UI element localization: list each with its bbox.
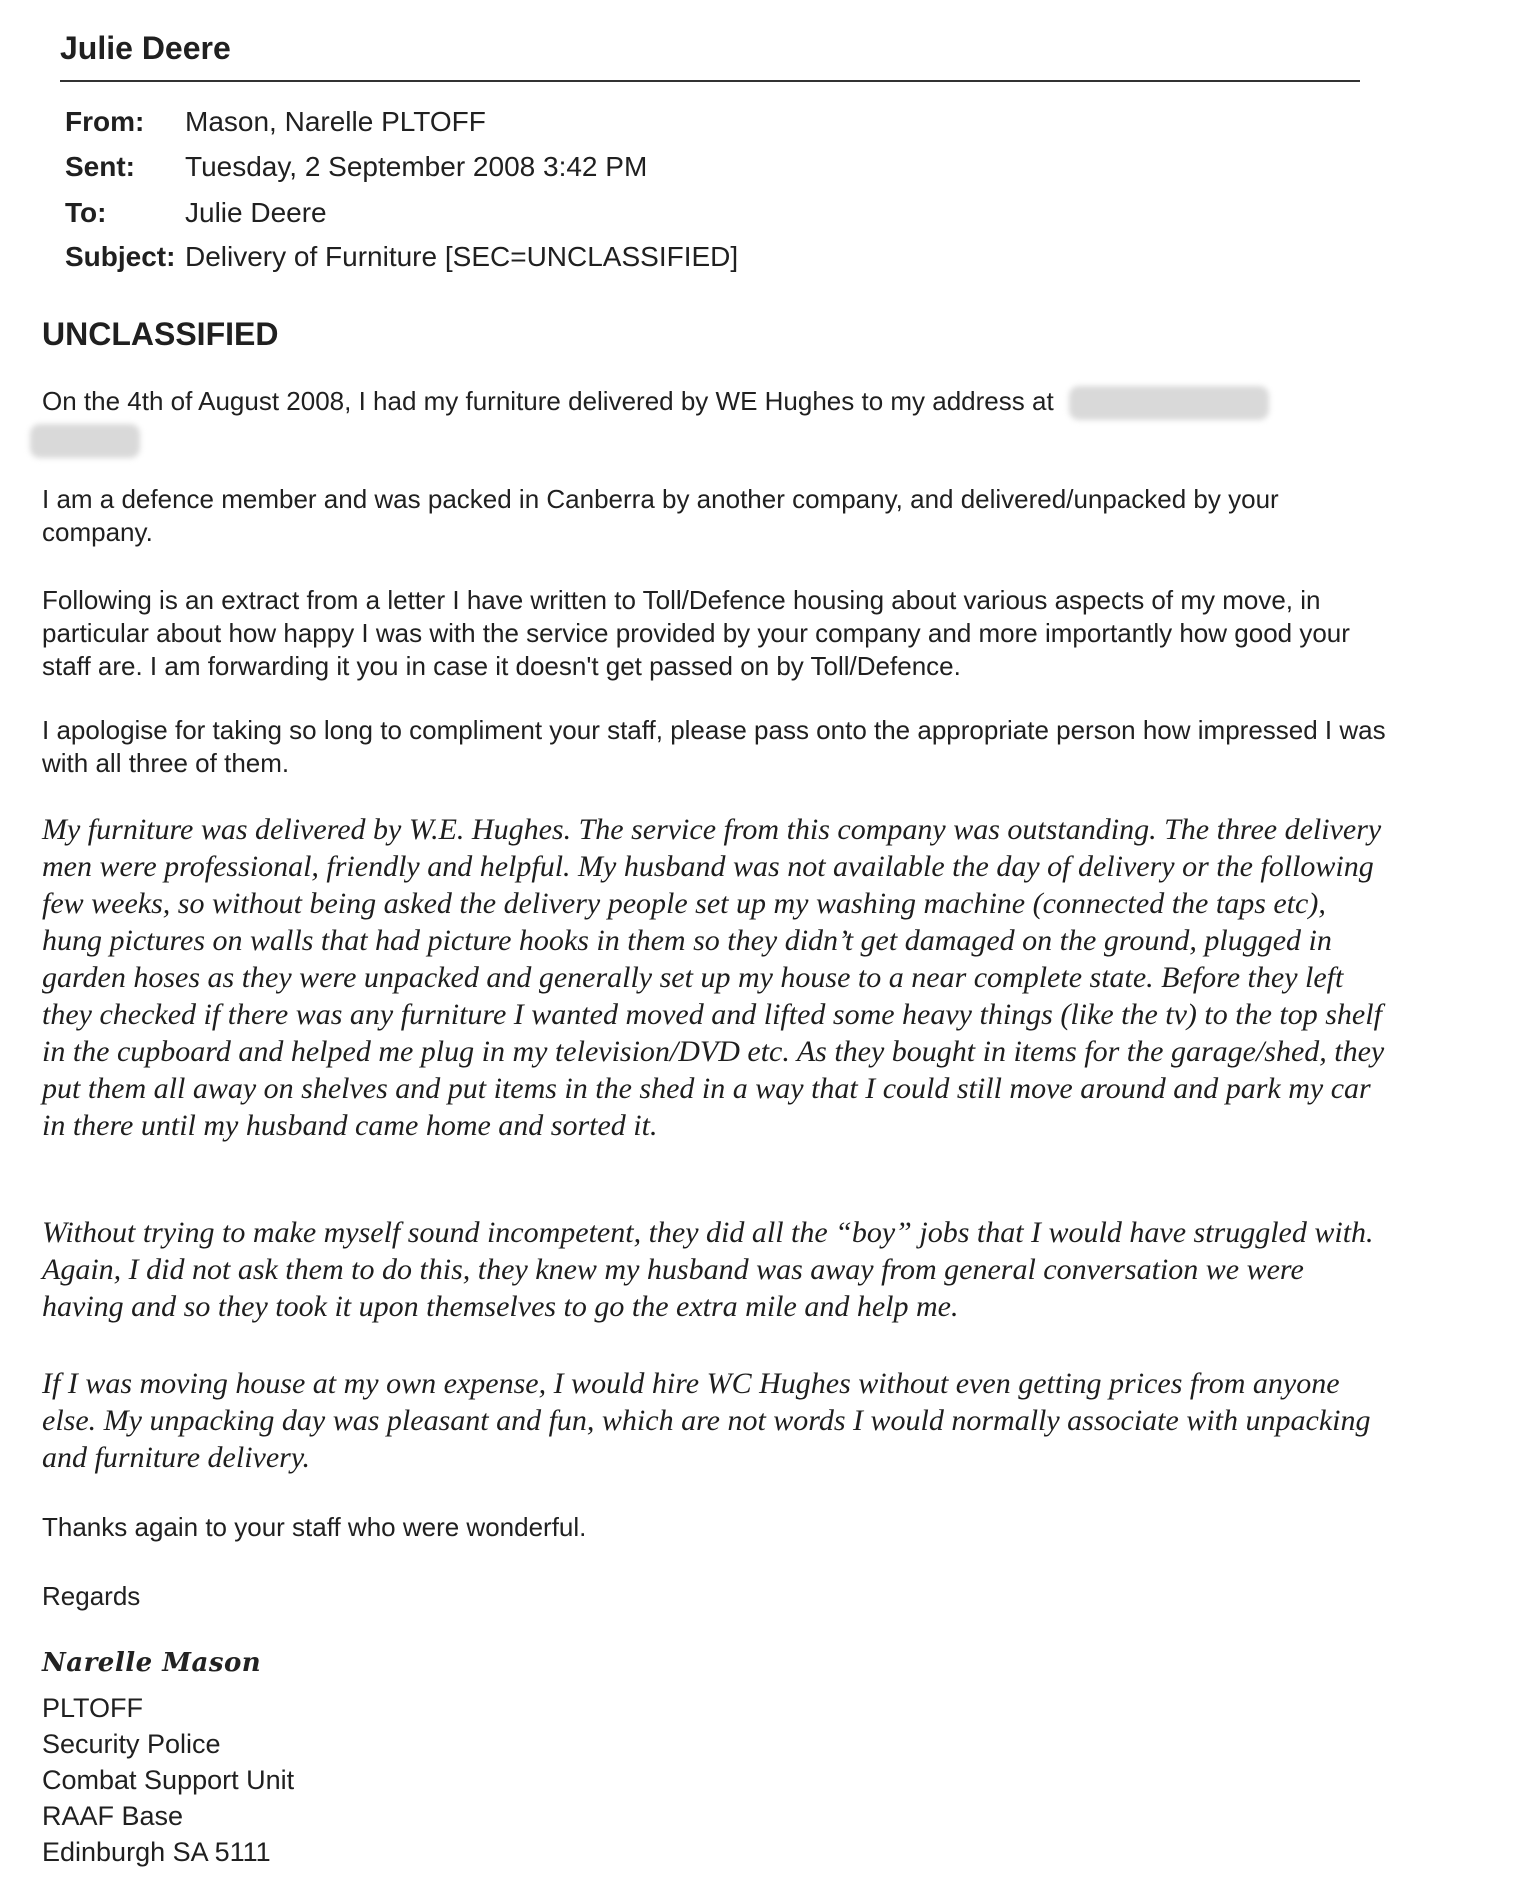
quoted-letter-paragraph-2: Without trying to make myself sound incompetent, they did all the “boy” jobs that I would have struggled with. Again, I did not ask them to do this, they knew my husband was away from general conversation we were having and so they took it upon themselves to go the extra mile and help me. <box>42 1216 1374 1323</box>
signature-subunit: Combat Support Unit <box>42 1765 295 1795</box>
signature-rank: PLTOFF <box>42 1693 144 1723</box>
sent-label: Sent: <box>65 151 135 182</box>
quoted-letter-paragraph-1: My furniture was delivered by W.E. Hughes. The service from this company was outstanding. The three delivery men were professional, friendly and helpful. My husband was not available the day of delivery or the following few weeks, so without being asked the delivery people set up my washing machine (connected the taps etc), hung pictures on walls that had picture hooks in them so they didn’t get damaged on the ground, plugged in garden hoses as they were unpacked and generally set up my house to a near complete state. Before they left they checked if there was any furniture I wanted moved and lifted some heavy things (like the tv) to the top shelf in the cupboard and helped me plug in my television/DVD etc. As they bought in items for the garage/shed, they put them all away on shelves and put items in the shed in a way that I could still move around and park my car in there until my husband came home and sorted it. <box>42 813 1385 1142</box>
header-divider <box>60 80 1360 82</box>
signature-block <box>42 1690 294 1870</box>
mailbox-owner-name: Julie Deere <box>60 30 231 66</box>
closing-thanks: Thanks again to your staff who were wonderful. <box>42 1512 587 1542</box>
body-paragraph-3: Following is an extract from a letter I have written to Toll/Defence housing about various aspects of my move, in particular about how happy I was with the service provided by your company and more importantly how good your staff are. I am forwarding it you in case it doesn't get passed on by Toll/Defence. <box>42 585 1350 681</box>
body-paragraph-2: I am a defence member and was packed in Canberra by another company, and delivered/unpacked by your company. <box>42 484 1279 547</box>
signature-unit: Security Police <box>42 1729 221 1759</box>
signature-base: RAAF Base <box>42 1801 184 1831</box>
from-value: Mason, Narelle PLTOFF <box>185 106 486 137</box>
closing-regards: Regards <box>42 1581 141 1611</box>
from-label: From: <box>65 106 145 137</box>
classification-banner: UNCLASSIFIED <box>42 316 279 352</box>
sent-value: Tuesday, 2 September 2008 3:42 PM <box>185 151 648 182</box>
handwritten-signature: Narelle Mason <box>42 1648 262 1678</box>
subject-value: Delivery of Furniture [SEC=UNCLASSIFIED] <box>185 241 739 272</box>
signature-location: Edinburgh SA 5111 <box>42 1837 271 1867</box>
redacted-address-continued <box>30 424 140 458</box>
redacted-address <box>1069 386 1269 420</box>
subject-label: Subject: <box>65 241 176 272</box>
quoted-letter-paragraph-3: If I was moving house at my own expense, I would hire WC Hughes without even getting prices from anyone else. My unpacking day was pleasant and fun, which are not words I would normally associate with unpacking and furniture delivery. <box>42 1367 1371 1474</box>
delivery-address-text: On the 4th of August 2008, I had my furniture delivered by WE Hughes to my address at <box>42 386 1054 416</box>
body-paragraph-1 <box>42 385 1392 458</box>
body-paragraph-4: I apologise for taking so long to compliment your staff, please pass onto the appropriate person how impressed I was with all three of them. <box>42 715 1386 778</box>
to-label: To: <box>65 197 107 228</box>
to-value: Julie Deere <box>185 197 327 228</box>
